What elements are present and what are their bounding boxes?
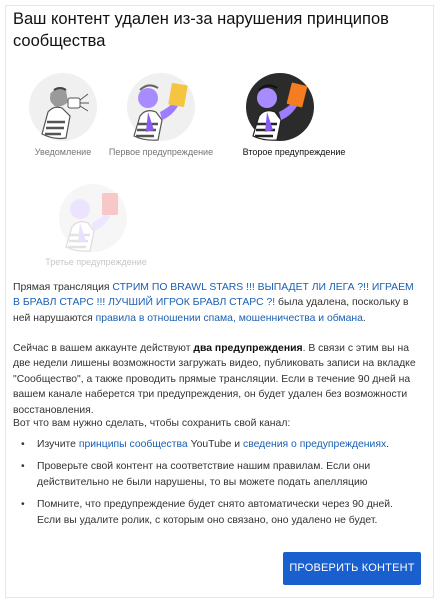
list-item	[13, 497, 409, 528]
review-content-button[interactable]: ПРОВЕРИТЬ КОНТЕНТ	[283, 552, 421, 585]
step-label-third-warning: Третье предупреждение	[45, 257, 147, 267]
removal-notice-paragraph	[13, 280, 417, 326]
list-item	[13, 437, 409, 452]
strike-count: два предупреждения	[193, 343, 303, 354]
community-guidelines-link[interactable]: принципы сообщества	[78, 439, 188, 450]
list-item-suffix: .	[386, 439, 390, 450]
page-title: Ваш контент удален из-за нарушения принципов сообщества	[13, 10, 389, 50]
strike-info-link[interactable]: сведения о предупреждениях	[243, 439, 387, 450]
removal-notice-middle: была удалена, поскольку в ней нарушаются	[13, 297, 409, 324]
strike-status-prefix: Сейчас в вашем аккаунте действуют	[13, 343, 194, 354]
strike-status-paragraph	[13, 341, 417, 418]
action-list	[13, 437, 409, 535]
notification-illustration	[28, 72, 98, 142]
list-item-text: Проверьте свой контент на соответствие нашим правилам. Если они действительно не были нарушены, то вы можете подать апелляцию	[37, 461, 371, 488]
second-warning-illustration	[245, 72, 315, 142]
step-label-notification: Уведомление	[34, 147, 92, 157]
list-item-text: Помните, что предупреждение будет снято автоматически через 90 дней. Если вы удалите ролик, с которым оно связано, оно удалено не будет.	[37, 499, 393, 526]
strike-status-suffix: . В связи с этим вы на две недели лишены возможности загружать видео, публиковать записи на вкладке "Сообщество", а также проводить прямые трансляции. Если в течение 90 дней на вашем канале наберется три предупреждения, он будет удален без возможности восстановления.	[13, 343, 416, 416]
removal-notice-prefix: Прямая трансляция	[13, 282, 113, 293]
step-label-first-warning: Первое предупреждение	[108, 147, 214, 157]
list-item-prefix: Изучите	[37, 439, 79, 450]
spam-policy-link[interactable]: правила в отношении спама, мошенничества и обмана	[95, 312, 363, 324]
third-warning-illustration	[58, 183, 128, 253]
video-title-link[interactable]: СТРИМ ПО BRAWL STARS !!! ВЫПАДЕТ ЛИ ЛЕГА ?!! ИГРАЕМ В БРАВЛ СТАРС !!! ЛУЧШИЙ ИГРОК БРАВЛ СТАРС ?!	[13, 282, 414, 309]
first-warning-illustration	[126, 72, 196, 142]
step-label-second-warning: Второе предупреждение	[242, 147, 346, 157]
removal-notice-suffix: .	[362, 312, 366, 324]
list-item-middle: YouTube и	[187, 439, 243, 450]
list-item	[13, 459, 409, 490]
action-intro: Вот что вам нужно сделать, чтобы сохранить свой канал:	[13, 418, 291, 429]
